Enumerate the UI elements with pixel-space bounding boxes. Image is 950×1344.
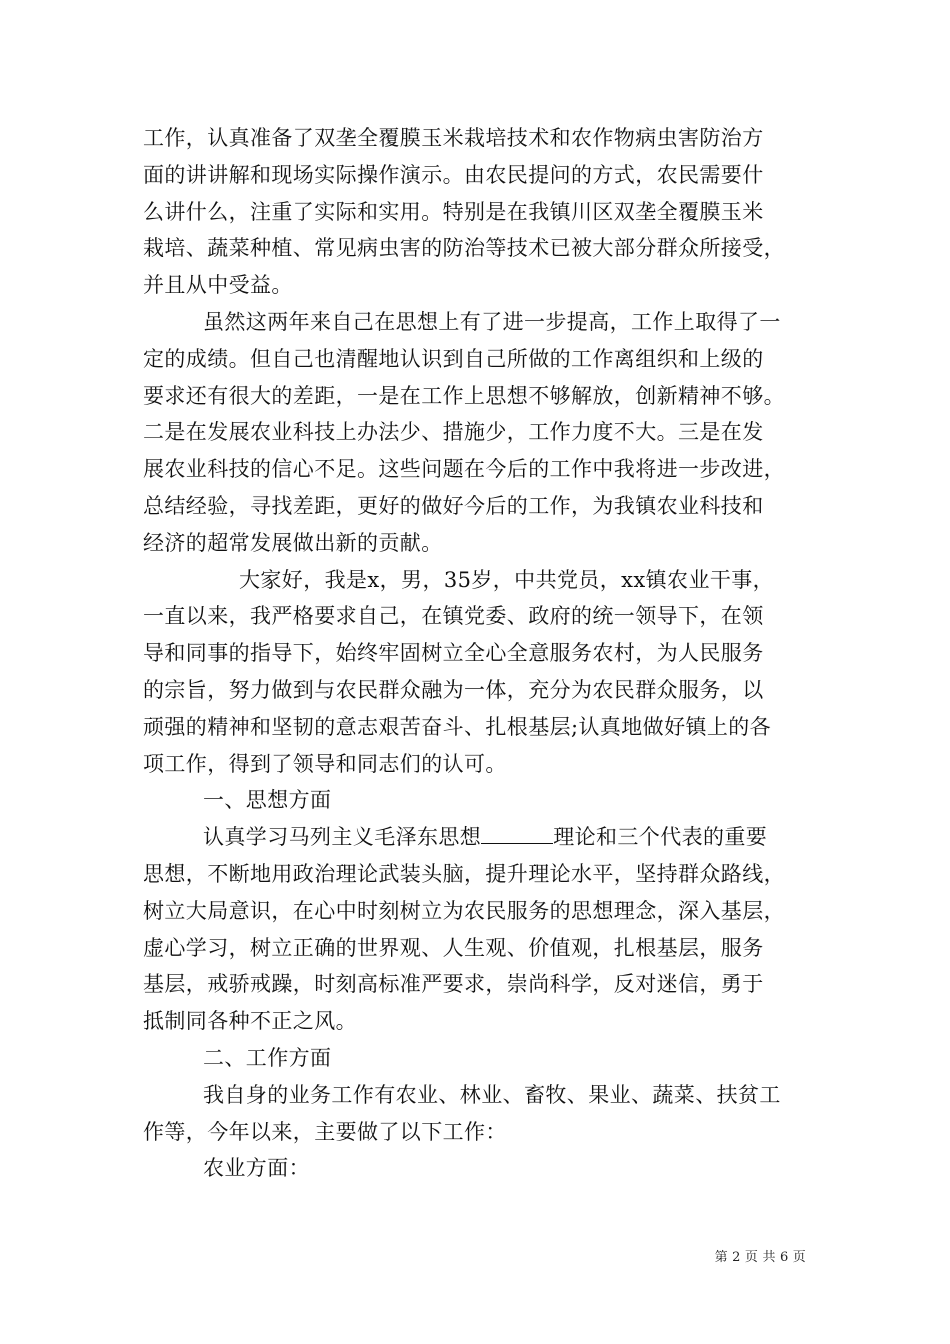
text-line	[143, 267, 823, 304]
line-text: 面的讲讲解和现场实际操作演示。由农民提问的方式，农民需要什	[143, 162, 764, 187]
text-line	[143, 157, 823, 194]
line-text: 展农业科技的信心不足。这些问题在今后的工作中我将进一步改进，	[143, 457, 785, 482]
line-text: 虽然这两年来自己在思想上有了进一步提高，工作上取得了一	[203, 309, 781, 334]
line-text: 认真学习马列主义毛泽东思想	[203, 825, 482, 850]
line-text: 顽强的精神和坚韧的意志艰苦奋斗、扎根基层;认真地做好镇上的各	[143, 714, 772, 739]
text-line	[143, 930, 823, 967]
text-line	[143, 893, 823, 930]
text-line	[143, 856, 823, 893]
line-text: 抵制同各种不正之风。	[143, 1009, 357, 1034]
text-line	[143, 966, 823, 1003]
text-line	[143, 341, 823, 378]
page-number-footer: 第 2 页 共 6 页	[714, 1250, 806, 1265]
text-line	[143, 194, 823, 231]
text-line	[143, 709, 823, 746]
line-text: 二是在发展农业科技上办法少、措施少，工作力度不大。三是在发	[143, 420, 764, 445]
line-text-after: 理论和三个代表的重要	[553, 825, 768, 850]
text-line	[143, 1077, 823, 1114]
line-text: 工作，认真准备了双垄全覆膜玉米栽培技术和农作物病虫害防治方	[143, 126, 764, 150]
text-line	[143, 451, 823, 488]
line-text: 导和同事的指导下，始终牢固树立全心全意服务农村，为人民服务	[143, 641, 764, 666]
text-line	[143, 1114, 823, 1151]
line-text: 要求还有很大的差距，一是在工作上思想不够解放，创新精神不够。	[143, 383, 785, 408]
document-body	[143, 120, 823, 1187]
line-text: 虚心学习，树立正确的世界观、人生观、价值观，扎根基层，服务	[143, 935, 764, 960]
line-text: 么讲什么，注重了实际和实用。特别是在我镇川区双垄全覆膜玉米	[143, 199, 764, 224]
line-text: 经济的超常发展做出新的贡献。	[143, 530, 443, 555]
line-text: 栽培、蔬菜种植、常见病虫害的防治等技术已被大部分群众所接受，	[143, 236, 785, 261]
text-line	[143, 525, 823, 562]
line-text: 二、工作方面	[203, 1045, 332, 1070]
text-line	[143, 120, 823, 157]
line-text: 的宗旨，努力做到与农民群众融为一体，充分为农民群众服务，以	[143, 677, 764, 702]
line-text: 农业方面：	[203, 1156, 310, 1181]
text-line	[143, 230, 823, 267]
line-text: 树立大局意识，在心中时刻树立为农民服务的思想理念，深入基层，	[143, 898, 785, 923]
line-text: 并且从中受益。	[143, 273, 293, 298]
text-line	[143, 598, 823, 635]
text-line	[143, 1150, 823, 1187]
text-line	[143, 378, 823, 415]
line-text: 思想，不断地用政治理论武装头脑，提升理论水平，坚持群众路线，	[143, 861, 785, 886]
text-line	[143, 672, 823, 709]
line-text: 项工作，得到了领导和同志们的认可。	[143, 751, 507, 776]
text-line	[143, 1003, 823, 1040]
blank-underline	[481, 825, 553, 844]
text-line	[143, 488, 823, 525]
text-line	[143, 1040, 823, 1077]
line-text: 作等，今年以来，主要做了以下工作：	[143, 1119, 507, 1144]
line-text: 一、思想方面	[203, 788, 332, 813]
body-text	[143, 120, 823, 1187]
text-line	[143, 635, 823, 672]
line-text: 定的成绩。但自己也清醒地认识到自己所做的工作离组织和上级的	[143, 346, 764, 371]
text-line	[143, 819, 823, 856]
line-text: 大家好，我是x，男，35岁，中共党员，xx镇农业干事，	[239, 567, 775, 592]
text-line	[143, 562, 823, 599]
text-line	[143, 782, 823, 819]
text-line	[143, 746, 823, 783]
line-text: 我自身的业务工作有农业、林业、畜牧、果业、蔬菜、扶贫工	[203, 1082, 781, 1107]
text-line	[143, 304, 823, 341]
text-line	[143, 414, 823, 451]
line-text: 一直以来，我严格要求自己，在镇党委、政府的统一领导下，在领	[143, 604, 764, 629]
line-text: 基层，戒骄戒躁，时刻高标准严要求，崇尚科学，反对迷信，勇于	[143, 972, 764, 997]
line-text: 总结经验，寻找差距，更好的做好今后的工作，为我镇农业科技和	[143, 493, 764, 518]
